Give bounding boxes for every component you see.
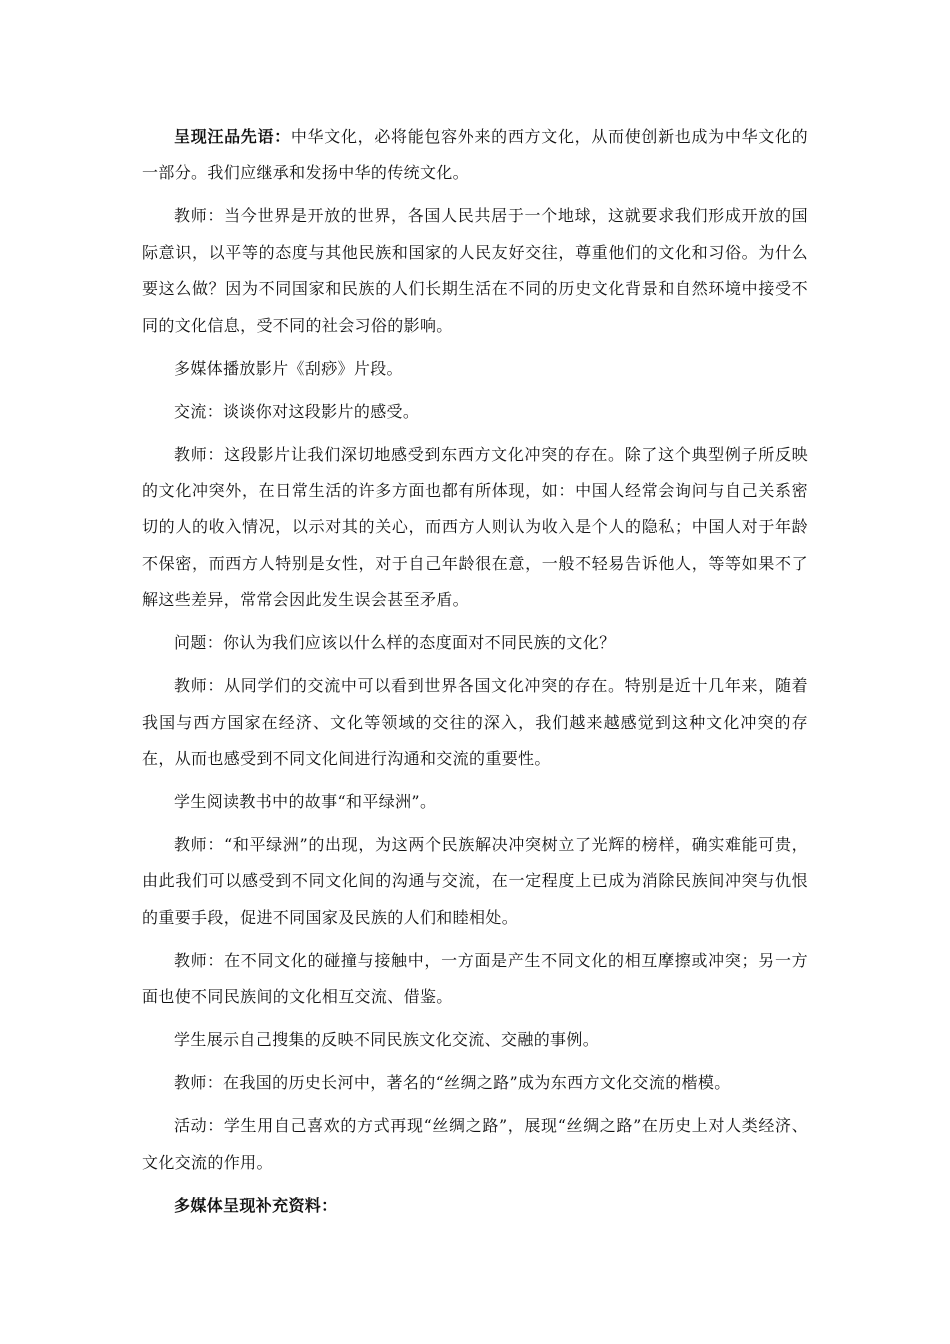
paragraph-teacher-collision: 教师：在不同文化的碰撞与接触中，一方面是产生不同文化的相互摩擦或冲突；另一方面也使不同民族间的文化相互交流、借鉴。 <box>142 950 808 1007</box>
paragraph-teacher-open-world: 教师：当今世界是开放的世界，各国人民共居于一个地球，这就要求我们形成开放的国际意识，以平等的态度与其他民族和国家的人民友好交往，尊重他们的文化和习俗。为什么要这么做？因为不同国家和民族的人们长期生活在不同的历史文化背景和自然环境中接受不同的文化信息，受不同的社会习俗的影响。 <box>142 206 808 335</box>
paragraph-student-examples: 学生展示自己搜集的反映不同民族文化交流、交融的事例。 <box>174 1030 600 1050</box>
paragraph-question: 问题：你认为我们应该以什么样的态度面对不同民族的文化？ <box>174 633 616 653</box>
paragraph-supplement-heading: 多媒体呈现补充资料： <box>174 1195 338 1215</box>
paragraph-film: 多媒体播放影片《刮痧》片段。 <box>174 358 403 378</box>
paragraph-quote <box>142 119 808 192</box>
document-body <box>142 119 808 1231</box>
paragraph-reading: 学生阅读教书中的故事“和平绿洲”。 <box>174 792 437 812</box>
quote-text: 中华文化，必将能包容外来的西方文化，从而使创新也成为中华文化的一部分。我们应继承和发扬中华的传统文化。 <box>142 127 808 183</box>
paragraph-activity: 活动：学生用自己喜欢的方式再现“丝绸之路”，展现“丝绸之路”在历史上对人类经济、文化交流的作用。 <box>142 1116 808 1172</box>
paragraph-discussion: 交流：谈谈你对这段影片的感受。 <box>174 401 420 421</box>
paragraph-teacher-oasis: 教师：“和平绿洲”的出现，为这两个民族解决冲突树立了光辉的榜样，确实难能可贵，由此我们可以感受到不同文化间的沟通与交流，在一定程度上已成为消除民族间冲突与仇恨的重要手段，促进不同国家及民族的人们和睦相处。 <box>142 835 808 927</box>
quote-lead: 呈现汪品先语： <box>174 127 291 146</box>
paragraph-teacher-conflict: 教师：这段影片让我们深切地感受到东西方文化冲突的存在。除了这个典型例子所反映的文化冲突外，在日常生活的许多方面也都有所体现，如：中国人经常会询问与自己关系密切的人的收入情况，以示对其的关心，而西方人则认为收入是个人的隐私；中国人对于年龄不保密，而西方人特别是女性，对于自己年龄很在意，一般不轻易告诉他人，等等如果不了解这些差异，常常会因此发生误会甚至矛盾。 <box>142 444 808 610</box>
paragraph-teacher-exchange: 教师：从同学们的交流中可以看到世界各国文化冲突的存在。特别是近十几年来，随着我国与西方国家在经济、文化等领域的交往的深入，我们越来越感觉到这种文化冲突的存在，从而也感受到不同文化间进行沟通和交流的重要性。 <box>142 676 808 769</box>
paragraph-silk-road: 教师：在我国的历史长河中，著名的“丝绸之路”成为东西方文化交流的楷模。 <box>174 1073 731 1093</box>
